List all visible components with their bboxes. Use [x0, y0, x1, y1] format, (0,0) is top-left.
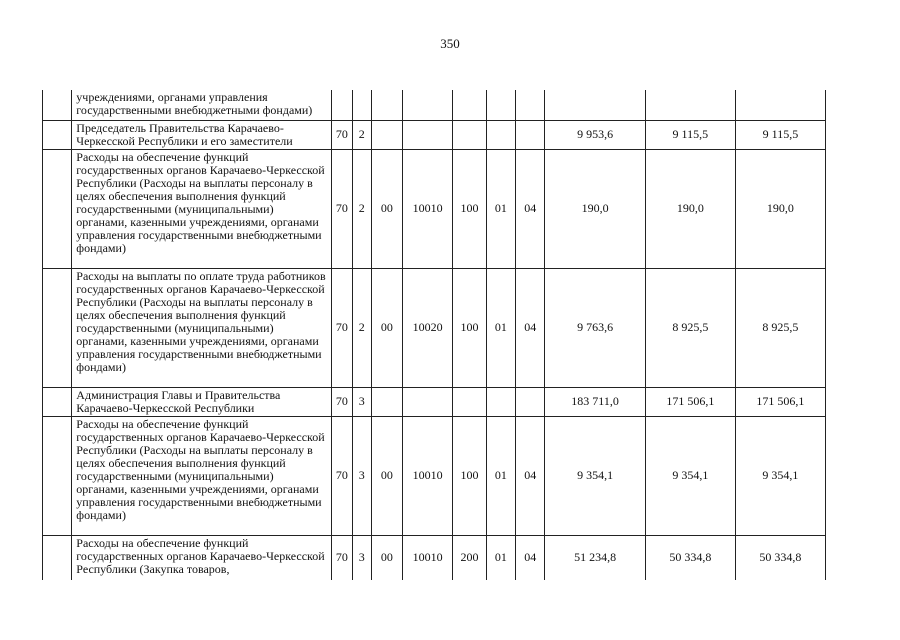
code-cell: 00	[371, 535, 402, 580]
code-cell	[403, 90, 453, 120]
amount-cell: 190,0	[735, 149, 825, 268]
code-cell	[486, 90, 515, 120]
amount-cell: 9 115,5	[735, 120, 825, 149]
budget-table	[42, 90, 826, 580]
code-cell: 200	[453, 535, 486, 580]
description-cell: учреждениями, органами управления государственными внебюджетными фондами)	[72, 90, 332, 120]
amount-cell: 9 763,6	[545, 268, 645, 387]
description-cell: Расходы на обеспечение функций государственных органов Карачаево-Черкесской Республики (Расходы на выплаты персоналу в целях обеспечения выполнения функций государственными (муниципальными) органами, казенными учреждениями, органами управления государственными внебюджетными фондами)	[72, 149, 332, 268]
code-cell	[331, 90, 352, 120]
blank-cell	[43, 416, 72, 535]
amount-cell: 9 115,5	[645, 120, 735, 149]
code-cell: 10010	[403, 149, 453, 268]
amount-cell: 50 334,8	[735, 535, 825, 580]
amount-cell: 171 506,1	[735, 387, 825, 416]
amount-cell: 190,0	[545, 149, 645, 268]
code-cell	[486, 120, 515, 149]
code-cell: 70	[331, 535, 352, 580]
code-cell	[371, 90, 402, 120]
amount-cell: 183 711,0	[545, 387, 645, 416]
code-cell: 01	[486, 268, 515, 387]
amount-cell: 8 925,5	[645, 268, 735, 387]
code-cell	[516, 120, 545, 149]
code-cell: 70	[331, 120, 352, 149]
code-cell: 04	[516, 416, 545, 535]
code-cell: 04	[516, 149, 545, 268]
description-cell: Расходы на обеспечение функций государственных органов Карачаево-Черкесской Республики (Закупка товаров,	[72, 535, 332, 580]
code-cell: 100	[453, 416, 486, 535]
code-cell	[453, 387, 486, 416]
amount-cell: 9 953,6	[545, 120, 645, 149]
table-row	[43, 268, 826, 387]
code-cell: 100	[453, 268, 486, 387]
code-cell	[352, 90, 371, 120]
code-cell	[516, 387, 545, 416]
amount-cell: 190,0	[645, 149, 735, 268]
blank-cell	[43, 90, 72, 120]
amount-cell: 51 234,8	[545, 535, 645, 580]
blank-cell	[43, 149, 72, 268]
code-cell: 10010	[403, 416, 453, 535]
code-cell	[403, 387, 453, 416]
blank-cell	[43, 535, 72, 580]
code-cell: 70	[331, 416, 352, 535]
code-cell: 70	[331, 387, 352, 416]
code-cell: 00	[371, 268, 402, 387]
code-cell	[371, 120, 402, 149]
amount-cell: 50 334,8	[645, 535, 735, 580]
table-row	[43, 416, 826, 535]
blank-cell	[43, 387, 72, 416]
description-cell: Председатель Правительства Карачаево-Черкесской Республики и его заместители	[72, 120, 332, 149]
amount-cell: 8 925,5	[735, 268, 825, 387]
code-cell: 2	[352, 268, 371, 387]
code-cell: 00	[371, 149, 402, 268]
amount-cell	[545, 90, 645, 120]
description-cell: Расходы на выплаты по оплате труда работников государственных органов Карачаево-Черкесской Республики (Расходы на выплаты персоналу в целях обеспечения выполнения функций государственными (муниципальными) органами, казенными учреждениями, органами управления государственными внебюджетными фондами)	[72, 268, 332, 387]
description-cell: Администрация Главы и Правительства Карачаево-Черкесской Республики	[72, 387, 332, 416]
code-cell	[453, 120, 486, 149]
code-cell: 3	[352, 387, 371, 416]
code-cell	[453, 90, 486, 120]
code-cell: 04	[516, 535, 545, 580]
code-cell: 3	[352, 416, 371, 535]
amount-cell: 9 354,1	[645, 416, 735, 535]
amount-cell: 9 354,1	[735, 416, 825, 535]
code-cell: 04	[516, 268, 545, 387]
page-number: 350	[440, 36, 460, 51]
code-cell: 01	[486, 416, 515, 535]
code-cell: 10020	[403, 268, 453, 387]
table-row	[43, 149, 826, 268]
code-cell: 10010	[403, 535, 453, 580]
code-cell	[486, 387, 515, 416]
code-cell: 01	[486, 535, 515, 580]
table-row	[43, 535, 826, 580]
table-row	[43, 387, 826, 416]
description-cell: Расходы на обеспечение функций государственных органов Карачаево-Черкесской Республики (Расходы на выплаты персоналу в целях обеспечения выполнения функций государственными (муниципальными) органами, казенными учреждениями, органами управления государственными внебюджетными фондами)	[72, 416, 332, 535]
code-cell	[516, 90, 545, 120]
table-row	[43, 120, 826, 149]
code-cell: 70	[331, 268, 352, 387]
code-cell: 70	[331, 149, 352, 268]
blank-cell	[43, 120, 72, 149]
table-row	[43, 90, 826, 120]
blank-cell	[43, 268, 72, 387]
amount-cell	[645, 90, 735, 120]
code-cell: 2	[352, 120, 371, 149]
amount-cell	[735, 90, 825, 120]
code-cell: 3	[352, 535, 371, 580]
code-cell	[371, 387, 402, 416]
amount-cell: 9 354,1	[545, 416, 645, 535]
amount-cell: 171 506,1	[645, 387, 735, 416]
code-cell: 01	[486, 149, 515, 268]
code-cell: 2	[352, 149, 371, 268]
code-cell: 00	[371, 416, 402, 535]
code-cell: 100	[453, 149, 486, 268]
code-cell	[403, 120, 453, 149]
